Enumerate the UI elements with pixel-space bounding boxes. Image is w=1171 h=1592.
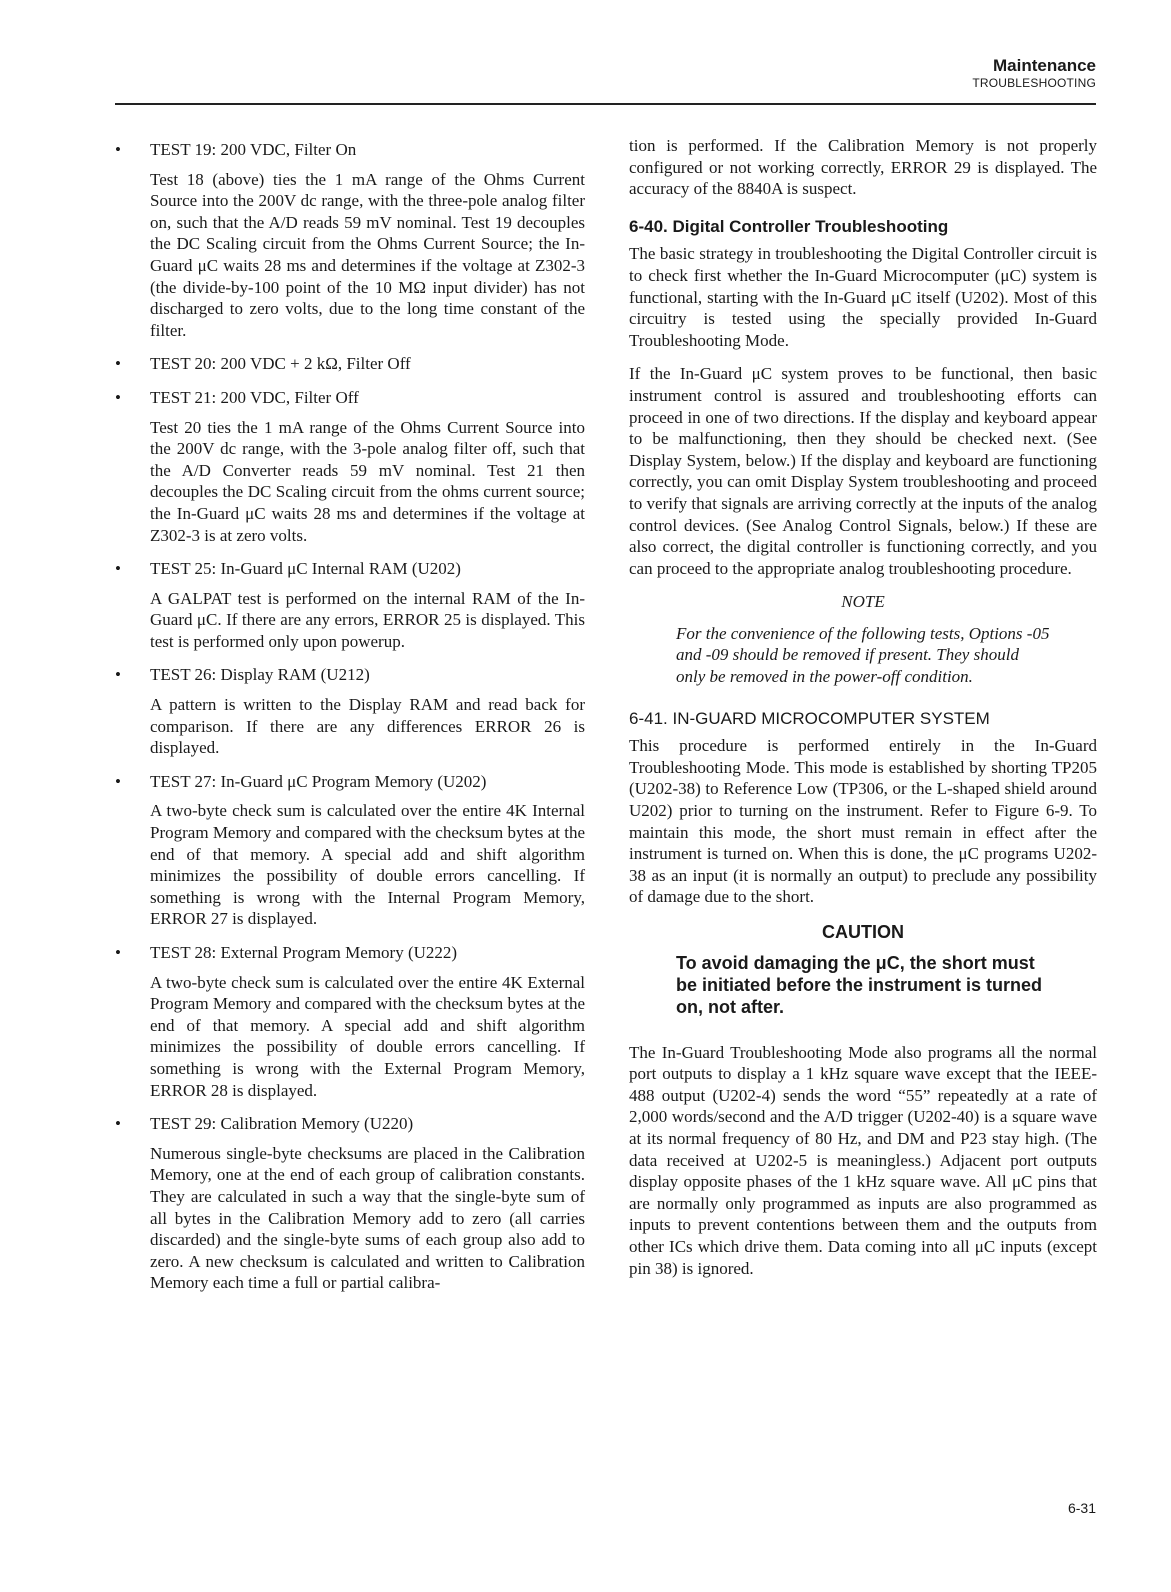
caution-heading: CAUTION: [822, 922, 904, 942]
caution-body: To avoid damaging the μC, the short must be initiated before the instrument is turned on, not after.: [676, 952, 1043, 1017]
test-description: A GALPAT test is performed on the internal RAM of the In-Guard μC. If there are any errors, ERROR 25 is displayed. This test is performed only upon powerup.: [150, 588, 585, 651]
test-27: [115, 771, 585, 930]
test-description: A pattern is written to the Display RAM and read back for comparison. If there are any differences ERROR 26 is displayed.: [150, 695, 585, 758]
test-title: TEST 29: Calibration Memory (U220): [150, 1114, 414, 1134]
test-26: [115, 664, 585, 758]
test-description: Numerous single-byte checksums are placed in the Calibration Memory, one at the end of each group of calibration constants. They are calculated in such a way that the single-byte sum of all bytes in the Calibration Memory add to zero (all carries discarded) and the single-byte sums of each group also add to zero. A new checksum is calculated and written to Calibration Memory each time a full or partial calibra-: [150, 1143, 585, 1293]
test-title: TEST 26: Display RAM (U212): [150, 665, 370, 685]
section-6-41-heading: 6-41. IN-GUARD MICROCOMPUTER SYSTEM: [629, 708, 990, 728]
test-21: [115, 387, 585, 546]
bullet-icon: •: [115, 140, 121, 159]
test-20: [115, 353, 585, 375]
test-description: A two-byte check sum is calculated over the entire 4K External Program Memory and compared with the checksum bytes at the end of that memory. A special add and shift algorithm minimizes the possibility of double errors cancelling. If something is wrong with the External Program Memory, ERROR 28 is displayed.: [150, 972, 585, 1100]
test-28: [115, 942, 585, 1101]
left-column: [115, 135, 585, 1306]
continuation-paragraph: tion is performed. If the Calibration Memory is not properly configured or not working correctly, ERROR 29 is displayed. The accuracy of the 8840A is suspect.: [629, 136, 1097, 199]
test-title: TEST 25: In-Guard μC Internal RAM (U202): [150, 559, 461, 579]
section-6-40-heading: 6-40. Digital Controller Troubleshooting: [629, 216, 949, 236]
right-column: [629, 135, 1097, 1291]
section-6-41-paragraph-1: This procedure is performed entirely in the In-Guard Troubleshooting Mode. This mode is established by shorting TP205 (U202-38) to Reference Low (TP306, or the L-shaped shield around U202) prior to turning on the instrument. Refer to Figure 6-9. To maintain this mode, the short must remain in effect after the instrument is turned on. When this is done, the μC programs U202-38 as an input (it is normally an output) to preclude any possibility of damage due to the short.: [629, 736, 1097, 907]
test-25: [115, 558, 585, 652]
test-title: TEST 28: External Program Memory (U222): [150, 943, 458, 962]
bullet-icon: •: [115, 771, 121, 791]
test-title: TEST 19: 200 VDC, Filter On: [150, 140, 357, 159]
bullet-icon: •: [115, 665, 121, 685]
test-title: TEST 21: 200 VDC, Filter Off: [150, 387, 359, 407]
section-6-41-paragraph-2: The In-Guard Troubleshooting Mode also programs all the normal port outputs to display a 1 kHz square wave except that the IEEE-488 output (U202-4) sends the word “55” repeatedly at a rate of 2,000 words/second and the A/D trigger (U202-40) is a square wave at its normal frequency of 80 Hz, and DM and P23 stay high. (The data received at U202-5 is meaningless.) Adjacent port outputs display opposite phases of the 1 kHz square wave. All μC pins that are normally only programmed as inputs are also programmed as inputs to prevent contentions between them and the outputs from other ICs which drive them. Data coming into all μC inputs (except pin 38) is ignored.: [629, 1042, 1097, 1278]
test-29: [115, 1113, 585, 1294]
note-heading: NOTE: [841, 592, 885, 612]
running-header: [972, 56, 1096, 91]
bullet-icon: •: [115, 559, 121, 579]
test-description: A two-byte check sum is calculated over the entire 4K Internal Program Memory and compared with the checksum bytes at the end of that memory. A special add and shift algorithm minimizes the possibility of double errors cancelling. If something is wrong with the Internal Program Memory, ERROR 27 is displayed.: [150, 801, 585, 929]
section-6-40-paragraph-2: If the In-Guard μC system proves to be functional, then basic instrument control is assured and troubleshooting efforts can proceed in one of two directions. If the display and keyboard appear to be malfunctioning, then they should be checked next. (See Display System, below.) If the display and keyboard are functioning correctly, you can omit Display System troubleshooting and proceed to verify that signals are arriving correctly at the inputs of the analog control devices. (See Analog Control Signals, below.) If these are also correct, the digital controller is functioning correctly, and you can proceed to the appropriate analog troubleshooting procedure.: [629, 364, 1097, 578]
section-6-40-paragraph-1: The basic strategy in troubleshooting the Digital Controller circuit is to check first whether the In-Guard Microcomputer (μC) system is functional, starting with the In-Guard μC itself (U202). Most of this circuitry is tested using the specially provided In-Guard Troubleshooting Mode.: [629, 244, 1097, 350]
page-number: 6-31: [1067, 1500, 1096, 1516]
header-section-title: Maintenance: [993, 56, 1096, 75]
bullet-icon: •: [115, 1114, 121, 1134]
test-description: Test 18 (above) ties the 1 mA range of the Ohms Current Source into the 200V dc range, with the three-pole analog filter on, such that the A/D reads 59 mV nominal. Test 19 decouples the DC Scaling circuit from the Ohms Current Source; the In-Guard μC waits 28 ms and determines if the voltage at Z302-3 (the divide-by-100 point of the 10 MΩ input divider) has not discharged to zero volts, due to the long time constant of the filter.: [150, 169, 585, 340]
test-19: [115, 139, 585, 341]
test-title: TEST 27: In-Guard μC Program Memory (U202): [150, 771, 487, 791]
header-subsection-title: TROUBLESHOOTING: [972, 76, 1096, 90]
header-divider: [115, 103, 1096, 105]
note-body: For the convenience of the following tests, Options -05 and -09 should be removed if present. They should only be removed in the power-off condition.: [676, 623, 1050, 687]
test-description: Test 20 ties the 1 mA range of the Ohms Current Source into the 200V dc range, with the 3-pole analog filter off, such that the A/D Converter reads 59 mV nominal. Test 21 then decouples the DC Scaling circuit from the ohms current source; the In-Guard μC waits 28 ms and determines if the voltage at Z302-3 is at zero volts.: [150, 417, 585, 545]
bullet-icon: •: [115, 943, 121, 962]
test-title: TEST 20: 200 VDC + 2 kΩ, Filter Off: [150, 354, 411, 374]
bullet-icon: •: [115, 354, 121, 374]
bullet-icon: •: [115, 387, 121, 407]
